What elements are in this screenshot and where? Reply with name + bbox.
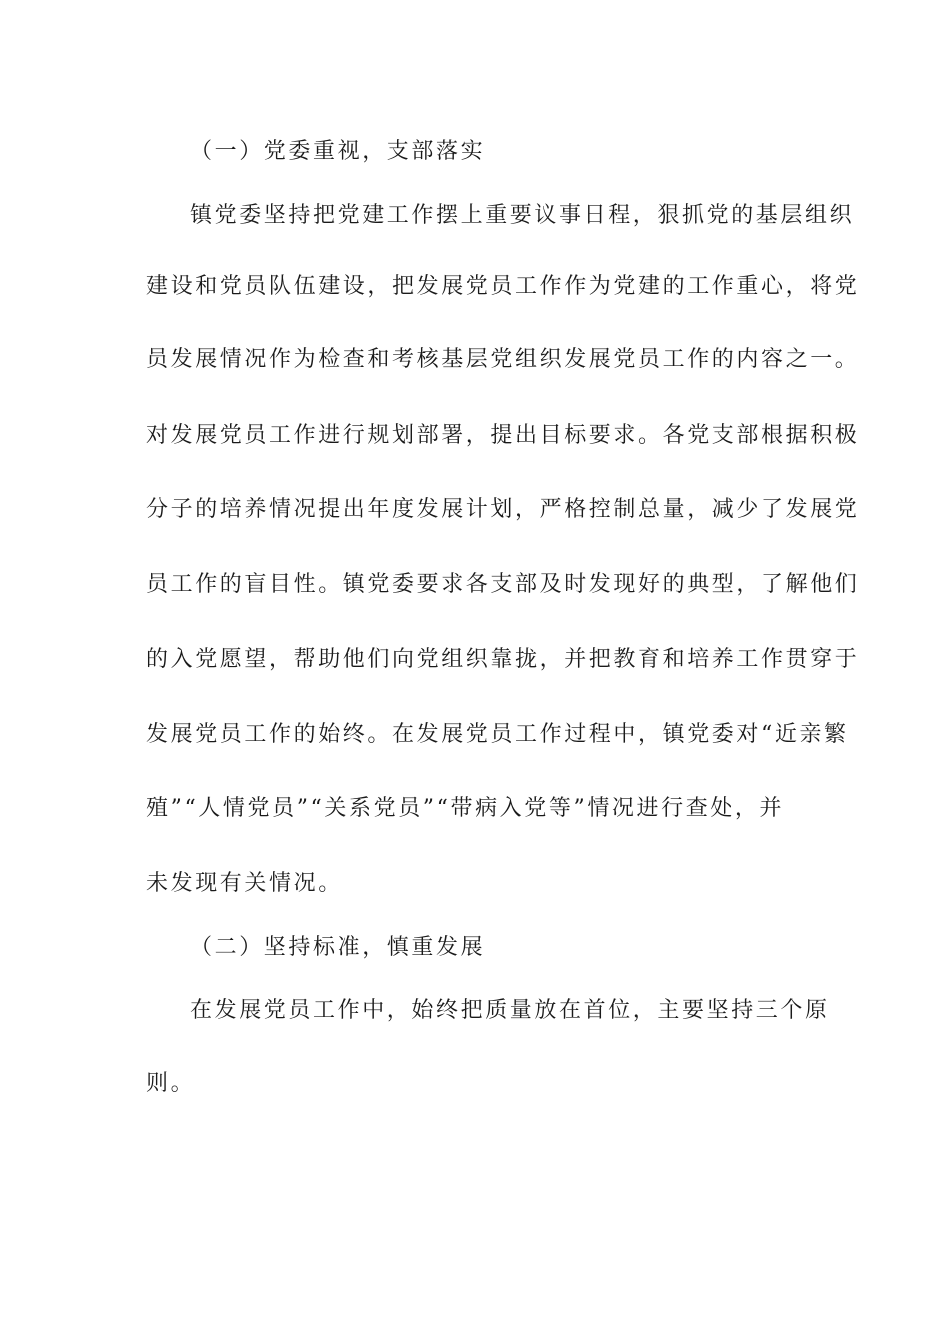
paragraph-line: 镇党委坚持把党建工作摆上重要议事日程，狠抓党的基层组织: [190, 203, 855, 228]
section-heading-1: （一）党委重视，支部落实: [190, 139, 486, 164]
paragraph-line: 发展党员工作的始终。在发展党员工作过程中，镇党委对“近亲繁: [146, 722, 849, 747]
paragraph-line: 的入党愿望，帮助他们向党组织靠拢，并把教育和培养工作贯穿于: [146, 647, 860, 672]
paragraph-line: 对发展党员工作进行规划部署，提出目标要求。各党支部根据积极: [146, 423, 860, 448]
section-heading-2: （二）坚持标准，慎重发展: [190, 935, 486, 960]
paragraph-line: 分子的培养情况提出年度发展计划，严格控制总量，减少了发展党: [146, 497, 860, 522]
paragraph-line: 员工作的盲目性。镇党委要求各支部及时发现好的典型，了解他们: [146, 572, 860, 597]
paragraph-line: 则。: [146, 1071, 196, 1096]
paragraph-line: 在发展党员工作中，始终把质量放在首位，主要坚持三个原: [190, 998, 830, 1023]
paragraph-line: 殖”“人情党员”“关系党员”“带病入党等”情况进行查处，并: [146, 796, 785, 821]
paragraph-line: 建设和党员队伍建设，把发展党员工作作为党建的工作重心，将党: [146, 274, 860, 299]
paragraph-line: 未发现有关情况。: [146, 871, 343, 896]
paragraph-line: 员发展情况作为检查和考核基层党组织发展党员工作的内容之一。: [146, 347, 860, 372]
